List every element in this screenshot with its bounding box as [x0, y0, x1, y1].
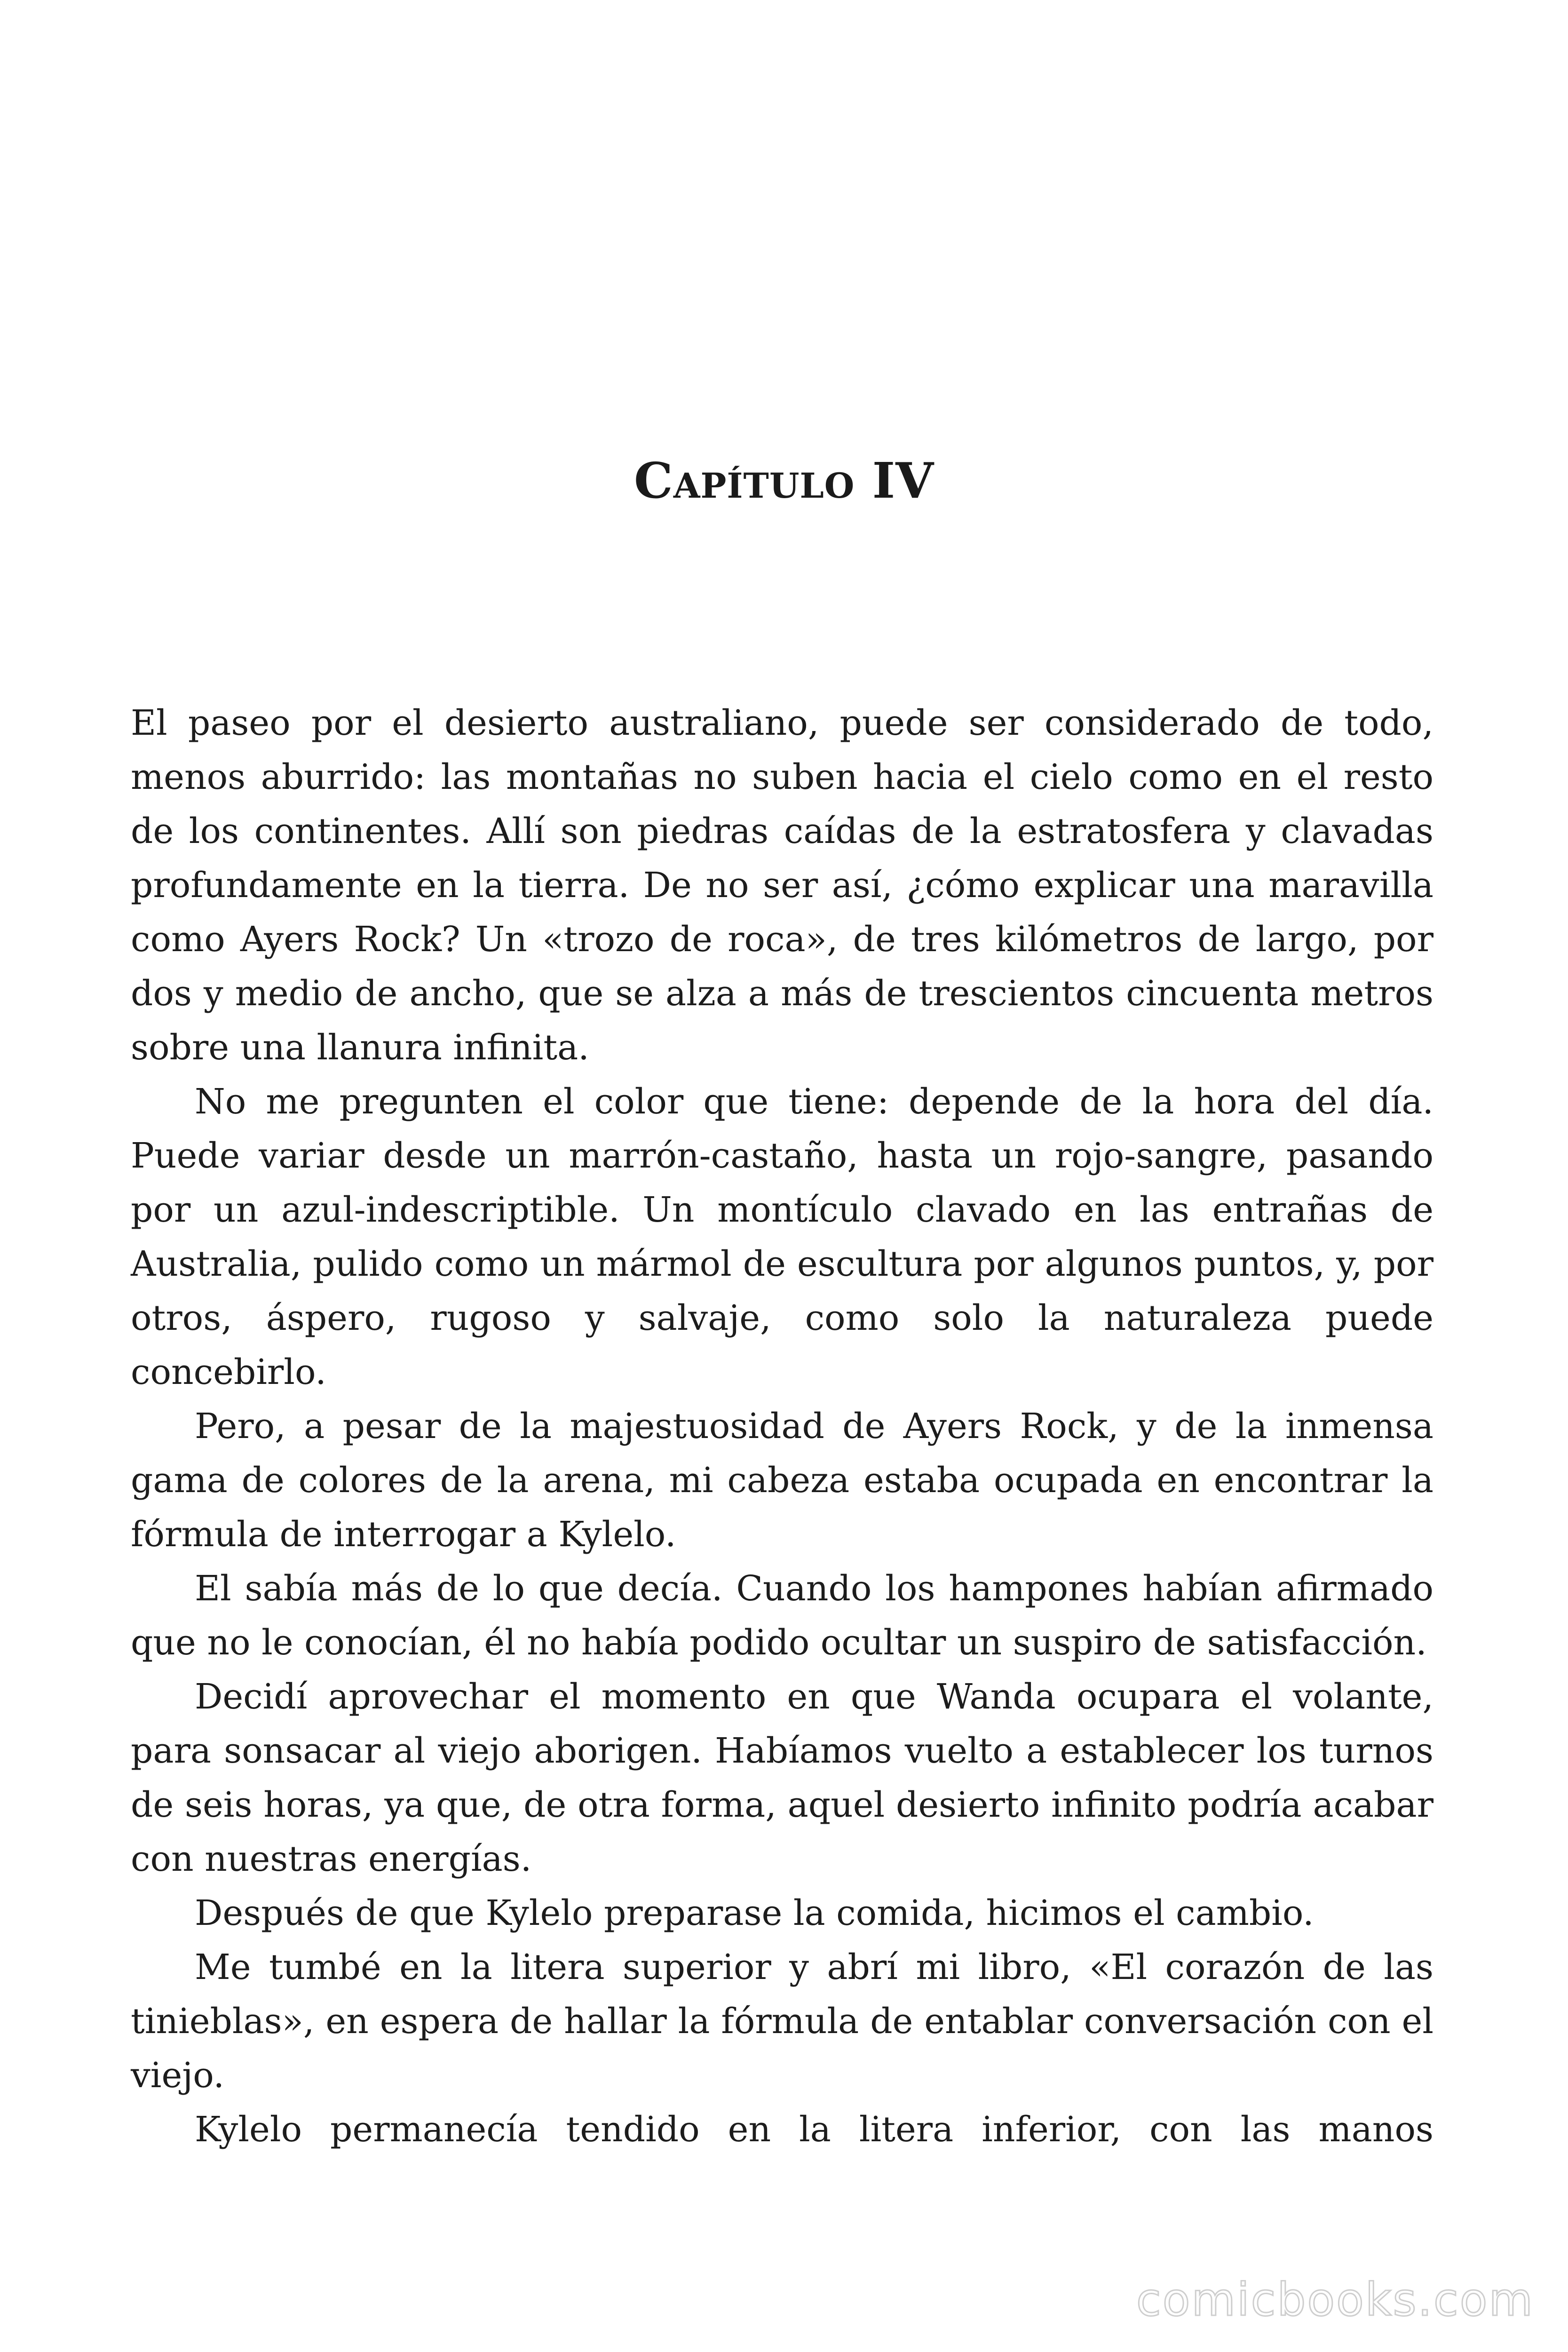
watermark: comicbooks.com [1136, 2273, 1534, 2326]
paragraph: El sabía más de lo que decía. Cuando los hampones habían afirmado que no le conocían, él no había podido ocultar un suspiro de satisfacción. [131, 1568, 1433, 1663]
chapter-body [131, 696, 1433, 2157]
paragraph: Pero, a pesar de la majestuosidad de Ayers Rock, y de la inmensa gama de colores de la arena, mi cabeza estaba ocupada en encontrar la fórmula de interrogar a Kylelo. [131, 1406, 1433, 1555]
paragraph: El paseo por el desierto australiano, puede ser considerado de todo, menos aburrido: las montañas no suben hacia el cielo como en el resto de los continentes. Allí son piedras caídas de la estratosfera y clavadas profundamente en la tierra. De no ser así, ¿cómo explicar una maravilla como Ayers Rock? Un «trozo de roca», de tres kilómetros de largo, por dos y medio de ancho, que se alza a más de trescientos cincuenta metros sobre una llanura infinita. [131, 703, 1433, 1068]
chapter-title: Capítulo IV [634, 452, 934, 509]
paragraph: Decidí aprovechar el momento en que Wanda ocupara el volante, para sonsacar al viejo aborigen. Habíamos vuelto a establecer los turnos de seis horas, ya que, de otra forma, aquel desierto infinito podría acabar con nuestras energías. [131, 1677, 1433, 1879]
paragraph: Después de que Kylelo preparase la comida, hicimos el cambio. [195, 1893, 1314, 1933]
paragraph: Me tumbé en la litera superior y abrí mi libro, «El corazón de las tinieblas», en espera de hallar la fórmula de entablar conversación con el viejo. [131, 1947, 1433, 2096]
paragraph: Kylelo permanecía tendido en la litera inferior, con las manos [195, 2109, 1433, 2150]
paragraph: No me pregunten el color que tiene: depende de la hora del día. Puede variar desde un marrón-castaño, hasta un rojo-sangre, pasando por un azul-indescriptible. Un montículo clavado en las entrañas de Australia, pulido como un mármol de escultura por algunos puntos, y, por otros, áspero, rugoso y salvaje, como solo la naturaleza puede concebirlo. [131, 1081, 1433, 1392]
